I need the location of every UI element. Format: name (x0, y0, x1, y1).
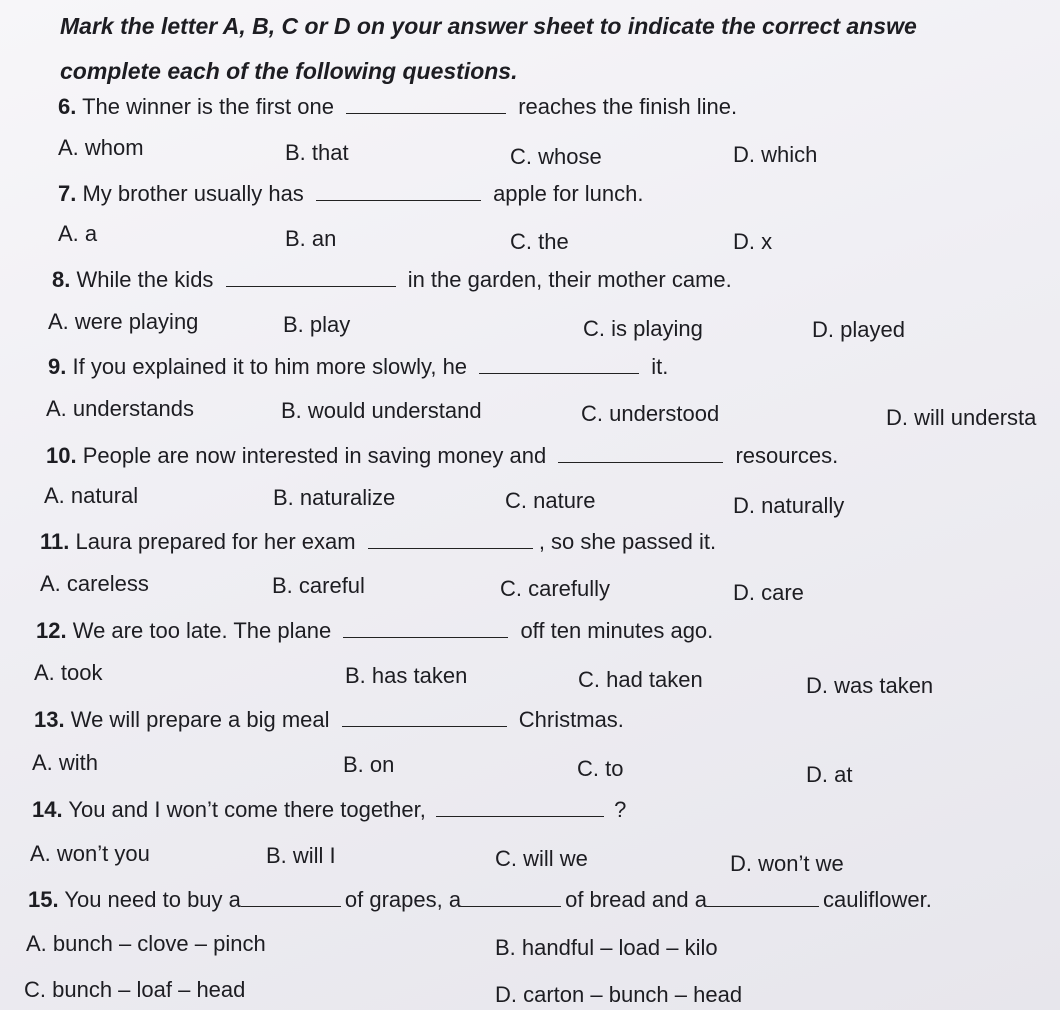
question-text: , so she passed it. (538, 529, 717, 554)
question-text: ? (614, 797, 627, 822)
option-b: B. on (343, 752, 395, 777)
option-c: C. will we (495, 846, 588, 871)
question-text: You and I won’t come there together, (68, 797, 426, 822)
question-text: off ten minutes ago. (520, 618, 714, 643)
option-c: C. had taken (578, 667, 703, 692)
option-d: D. naturally (733, 493, 845, 518)
option-c: C. understood (581, 401, 720, 426)
question-number: 6. (58, 94, 77, 119)
answer-blank (316, 180, 481, 201)
question-text: My brother usually has (82, 181, 304, 206)
option-a: A. natural (44, 483, 139, 508)
question-11 (40, 528, 716, 555)
option-d: D. x (733, 229, 773, 254)
question-text: We are too late. The plane (72, 618, 332, 643)
question-number: 7. (58, 181, 77, 206)
question-text: cauliflower. (822, 887, 932, 912)
option-b: B. would understand (281, 398, 482, 423)
question-text: in the garden, their mother came. (407, 267, 732, 292)
question-text: Christmas. (518, 707, 624, 732)
instruction-line-2: complete each of the following questions. (60, 58, 518, 84)
option-d: D. was taken (806, 673, 934, 698)
answer-blank (558, 442, 723, 463)
option-b: B. has taken (345, 663, 468, 688)
option-d: D. won’t we (730, 851, 844, 876)
question-text: If you explained it to him more slowly, he (72, 354, 468, 379)
option-d: D. carton – bunch – head (495, 982, 743, 1007)
question-10 (46, 442, 838, 469)
answer-blank (226, 266, 396, 287)
question-number: 8. (52, 267, 71, 292)
question-number: 12. (36, 618, 67, 643)
option-a: A. understands (46, 396, 194, 421)
option-b: B. careful (272, 573, 365, 598)
question-text: People are now interested in saving money and (82, 443, 547, 468)
question-text: You need to buy a (64, 887, 241, 912)
answer-blank (436, 796, 604, 817)
question-12 (36, 617, 713, 644)
option-a: A. took (34, 660, 103, 685)
question-number: 14. (32, 797, 63, 822)
option-a: A. whom (58, 135, 144, 160)
instruction-line-1: Mark the letter A, B, C or D on your answer sheet to indicate the correct answe (60, 13, 917, 39)
question-text: While the kids (76, 267, 214, 292)
question-text: it. (651, 354, 669, 379)
option-c: C. whose (510, 144, 602, 169)
option-b: B. naturalize (273, 485, 396, 510)
option-a: A. bunch – clove – pinch (26, 931, 266, 956)
answer-blank (368, 528, 533, 549)
option-d: D. which (733, 142, 818, 167)
option-b: B. that (285, 140, 349, 165)
answer-blank (461, 886, 561, 907)
question-9 (48, 353, 668, 380)
question-6 (58, 93, 737, 120)
option-a: A. careless (40, 571, 149, 596)
answer-blank (342, 706, 507, 727)
question-text: resources. (735, 443, 839, 468)
question-number: 13. (34, 707, 65, 732)
question-text: The winner is the first one (82, 94, 334, 119)
option-a: A. won’t you (30, 841, 150, 866)
option-c: C. bunch – loaf – head (24, 977, 246, 1002)
answer-blank (241, 886, 341, 907)
option-b: B. an (285, 226, 337, 251)
answer-blank (346, 93, 506, 114)
question-text: apple for lunch. (493, 181, 644, 206)
question-14 (32, 796, 626, 823)
question-text: Laura prepared for her exam (75, 529, 356, 554)
option-a: A. a (58, 221, 98, 246)
option-c: C. the (510, 229, 569, 254)
question-text: of bread and a (565, 887, 707, 912)
question-number: 10. (46, 443, 77, 468)
option-c: C. carefully (500, 576, 611, 601)
option-a: A. were playing (48, 309, 199, 334)
question-text: of grapes, a (344, 887, 462, 912)
option-d: D. at (806, 762, 853, 787)
option-c: C. is playing (583, 316, 703, 341)
option-d: D. care (733, 580, 804, 605)
question-13 (34, 706, 624, 733)
answer-blank (479, 353, 639, 374)
answer-blank (707, 886, 819, 907)
question-text: reaches the finish line. (518, 94, 738, 119)
option-b: B. play (283, 312, 351, 337)
option-c: C. nature (505, 488, 596, 513)
question-text: We will prepare a big meal (70, 707, 330, 732)
question-number: 9. (48, 354, 67, 379)
option-d: D. will understa (886, 405, 1037, 430)
option-b: B. will I (266, 843, 336, 868)
option-c: C. to (577, 756, 624, 781)
option-b: B. handful – load – kilo (495, 935, 718, 960)
question-8 (52, 266, 732, 293)
option-a: A. with (32, 750, 99, 775)
question-number: 15. (28, 887, 59, 912)
question-number: 11. (40, 529, 70, 554)
question-15 (28, 886, 932, 913)
question-7 (58, 180, 644, 207)
answer-blank (343, 617, 508, 638)
option-d: D. played (812, 317, 905, 342)
